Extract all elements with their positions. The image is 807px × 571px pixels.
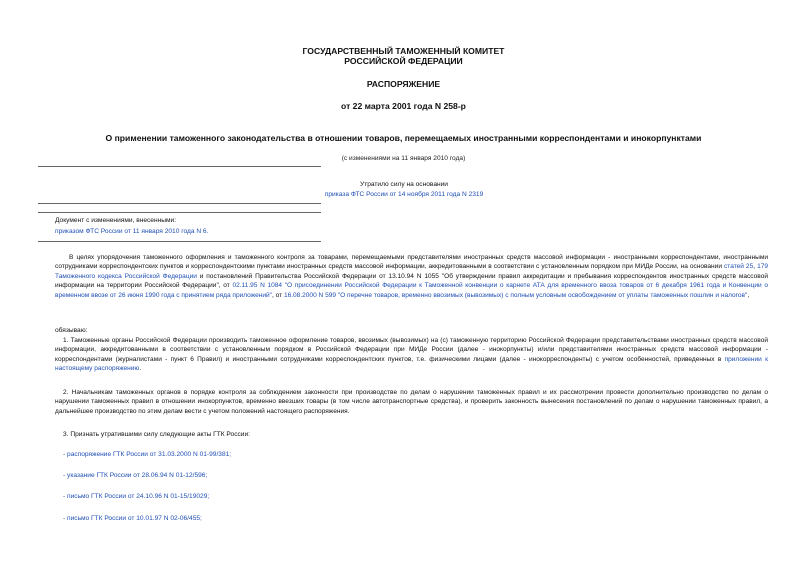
agency-line-2: РОССИЙСКОЙ ФЕДЕРАЦИИ (344, 56, 463, 66)
intro-paragraph (55, 253, 768, 300)
intro-text: , от (271, 291, 284, 299)
appendix-link[interactable]: приложении к настоящему распоряжению (55, 355, 768, 373)
law-link[interactable]: 179 Таможенного кодекса Российской Федерации (55, 263, 768, 280)
document-title: О применении таможенного законодательства в отношении товаров, перемещаемых иностранными корреспондентами и инокорпунктами (105, 133, 702, 143)
revision-note: (с изменениями на 11 января 2010 года) (341, 155, 466, 162)
document-type: РАСПОРЯЖЕНИЕ (366, 79, 441, 89)
intro-text: В целях упорядочения таможенного оформления и таможенного контроля за товарами, перемещаемыми представителями иностранных средств массовой информации - иностранными корреспондентами, иностранными сотрудниками корреспондентских пунктов и корреспондентскими пунктами иностранных средств массовой информации, аккредитованными в соответствии с установленным порядком при МИДе России, на основании (55, 254, 768, 271)
law-link[interactable]: 16.08.2000 N 599 "О перечне товаров, временно ввозимых (вывозимых) с полным условным освобождением от уплаты таможенных пошлин и налогов" (283, 291, 748, 299)
repealed-act-link[interactable]: - указание ГТК России от 28.06.94 N 01-12/596; (63, 472, 208, 479)
law-link[interactable]: 02.11.95 N 1084 "О присоединении Российской Федерации к Таможенной конвенции о карнете АТА для временного ввоза товаров от 6 декабря 1961 года и Конвенции о временном ввозе от 26 июня 1990 года с принятием ряда приложений" (55, 282, 769, 299)
changes-label: Документ с изменениями, внесенными: (55, 217, 177, 224)
law-link[interactable]: статей 25 (724, 263, 754, 271)
intro-text: , (753, 263, 758, 271)
status-link[interactable]: приказа ФТС России от 14 ноября 2011 года N 2319 (324, 191, 484, 198)
item-3-text: 3. Признать утратившими силу следующие акты ГТК России: (63, 431, 251, 438)
divider (38, 203, 321, 204)
divider (38, 241, 321, 242)
item-1-text: 1. Таможенные органы Российской Федерации производить таможенное оформление товаров, ввозимых (вывозимых) на (с) таможенную территорию Российской Федерации представительствами иностранных средств массовой информации, аккредитованными в соответствии с установленным порядком в Российской Федерации при МИДе России (далее - инокорпункты) и/или представителями иностранных средств массовой информации - корреспондентами (журналистами - пункт 6 Правил) и иностранными сотрудниками корреспондентских пунктов, т.е. физическими лицами (далее - инокорреспонденты) с учетом особенностей, приведенных в (55, 337, 768, 363)
intro-text: и постановлений Правительства Российской Федерации от 13.10.94 N 1055 "Об утверждении правил аккредитации и пребывания корреспондентов иностранных средств массовой информации на территории Российской Федерации", от (55, 272, 768, 290)
document-date-number: от 22 марта 2001 года N 258-р (341, 101, 466, 111)
obligate-text: обязываю: (55, 327, 88, 334)
agency-line-1: ГОСУДАРСТВЕННЫЙ ТАМОЖЕННЫЙ КОМИТЕТ (302, 46, 505, 56)
repealed-act-link[interactable]: - письмо ГТК России от 24.10.96 N 01-15/19029; (63, 493, 210, 500)
changes-link[interactable]: приказом ФТС России от 11 января 2010 года N 6. (55, 228, 209, 235)
status-text: Утратило силу на основании (360, 181, 448, 188)
item-1-tail: . (139, 365, 142, 373)
divider (38, 166, 321, 167)
divider (38, 212, 321, 213)
repealed-act-link[interactable]: - письмо ГТК России от 10.01.97 N 02-06/455; (63, 515, 202, 522)
intro-text: , (747, 291, 750, 299)
repealed-act-link[interactable]: - распоряжение ГТК России от 31.03.2000 N 01-99/381; (63, 451, 232, 458)
item-1-paragraph (55, 336, 768, 374)
item-2-paragraph: 2. Начальникам таможенных органов в порядке контроля за соблюдением законности при производстве по делам о нарушении таможенных правил и их рассмотрении провести дополнительно производство по делам о нарушении таможенных правил в отношении инокорпунктов, временно ввезших товары (в том числе автотранспортные средства), и проверить законность вынесения постановлений по делам о нарушении таможенных правил, а дальнейшее производство по этим делам вести с учетом положений настоящего распоряжения. (55, 389, 768, 415)
